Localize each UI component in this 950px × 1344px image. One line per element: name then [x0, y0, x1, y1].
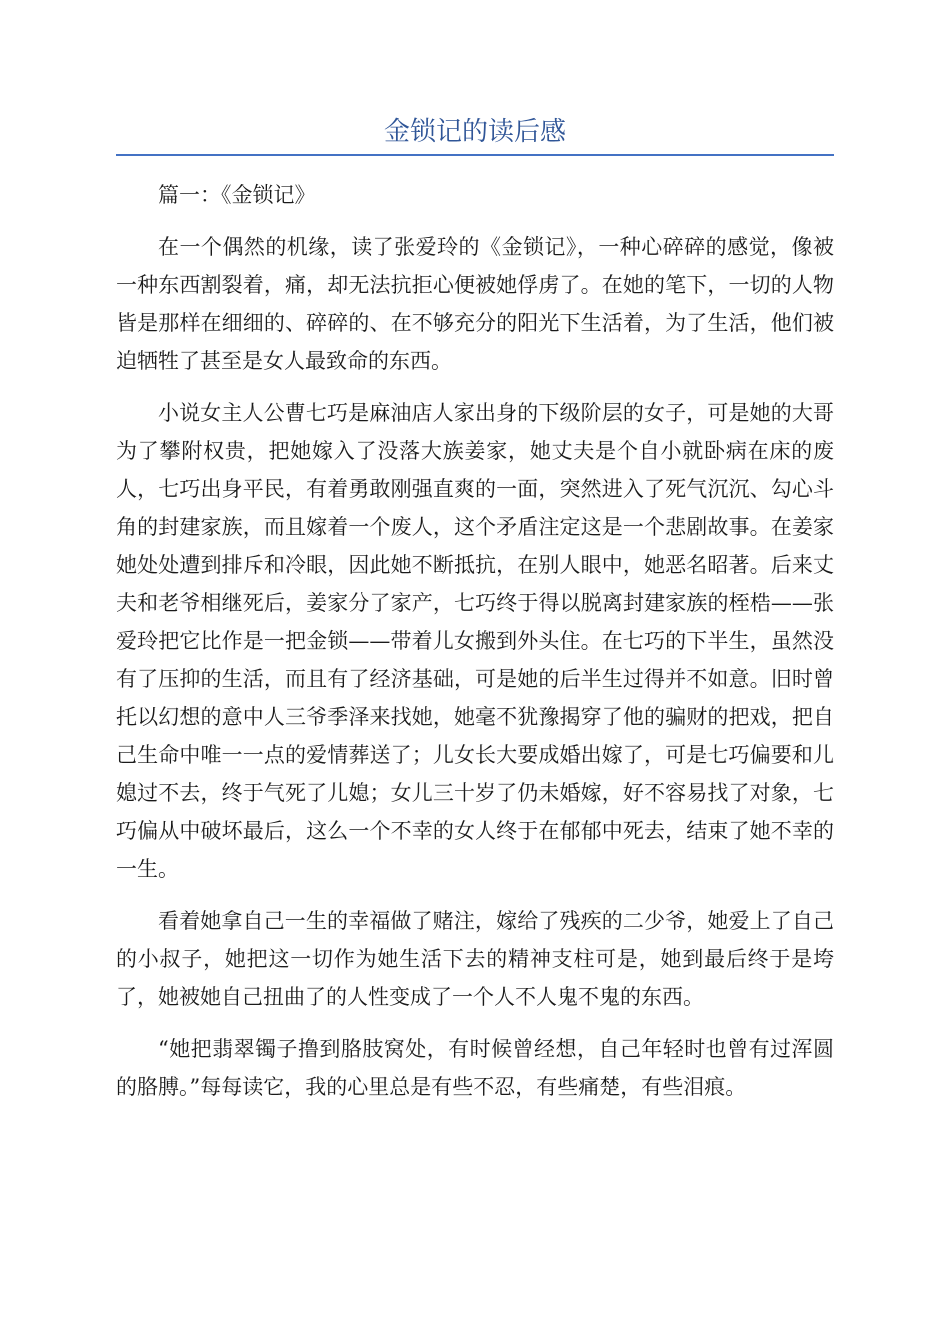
document-body: [116, 176, 834, 1106]
paragraph-4: “她把翡翠镯子撸到胳肢窝处，有时候曾经想，自己年轻时也曾有过浑圆的胳膊。”每每读它，我的心里总是有些不忍，有些痛楚，有些泪痕。: [116, 1037, 834, 1099]
document-title: 金锁记的读后感: [383, 117, 566, 147]
title-underline: [116, 154, 834, 156]
paragraph-3: 看着她拿自己一生的幸福做了赌注，嫁给了残疾的二少爷，她爱上了自己的小叔子，她把这一切作为她生活下去的精神支柱可是，她到最后终于是垮了，她被她自己扭曲了的人性变成了一个人不人鬼不鬼的东西。: [116, 909, 834, 1009]
paragraph-2: 小说女主人公曹七巧是麻油店人家出身的下级阶层的女子，可是她的大哥为了攀附权贵，把她嫁入了没落大族姜家，她丈夫是个自小就卧病在床的废人，七巧出身平民，有着勇敢刚强直爽的一面，突然进入了死气沉沉、勾心斗角的封建家族，而且嫁着一个废人，这个矛盾注定这是一个悲剧故事。在姜家她处处遭到排斥和冷眼，因此她不断抵抗，在别人眼中，她恶名昭著。后来丈夫和老爷相继死后，姜家分了家产，七巧终于得以脱离封建家族的桎梏——张爱玲把它比作是一把金锁——带着儿女搬到外头住。在七巧的下半生，虽然没有了压抑的生活，而且有了经济基础，可是她的后半生过得并不如意。旧时曾托以幻想的意中人三爷季泽来找她，她毫不犹豫揭穿了他的骗财的把戏，把自己生命中唯一一点的爱情葬送了；儿女长大要成婚出嫁了，可是七巧偏要和儿媳过不去，终于气死了儿媳；女儿三十岁了仍未婚嫁，好不容易找了对象，七巧偏从中破坏最后，这么一个不幸的女人终于在郁郁中死去，结束了她不幸的一生。: [116, 401, 834, 881]
paragraph-1: 在一个偶然的机缘，读了张爱玲的《金锁记》，一种心碎碎的感觉，像被一种东西割裂着，痛，却无法抗拒心便被她俘虏了。在她的笔下，一切的人物皆是那样在细细的、碎碎的、在不够充分的阳光下生活着，为了生活，他们被迫牺牲了甚至是女人最致命的东西。: [116, 235, 834, 373]
section-heading: 篇一：《金锁记》: [158, 183, 316, 207]
